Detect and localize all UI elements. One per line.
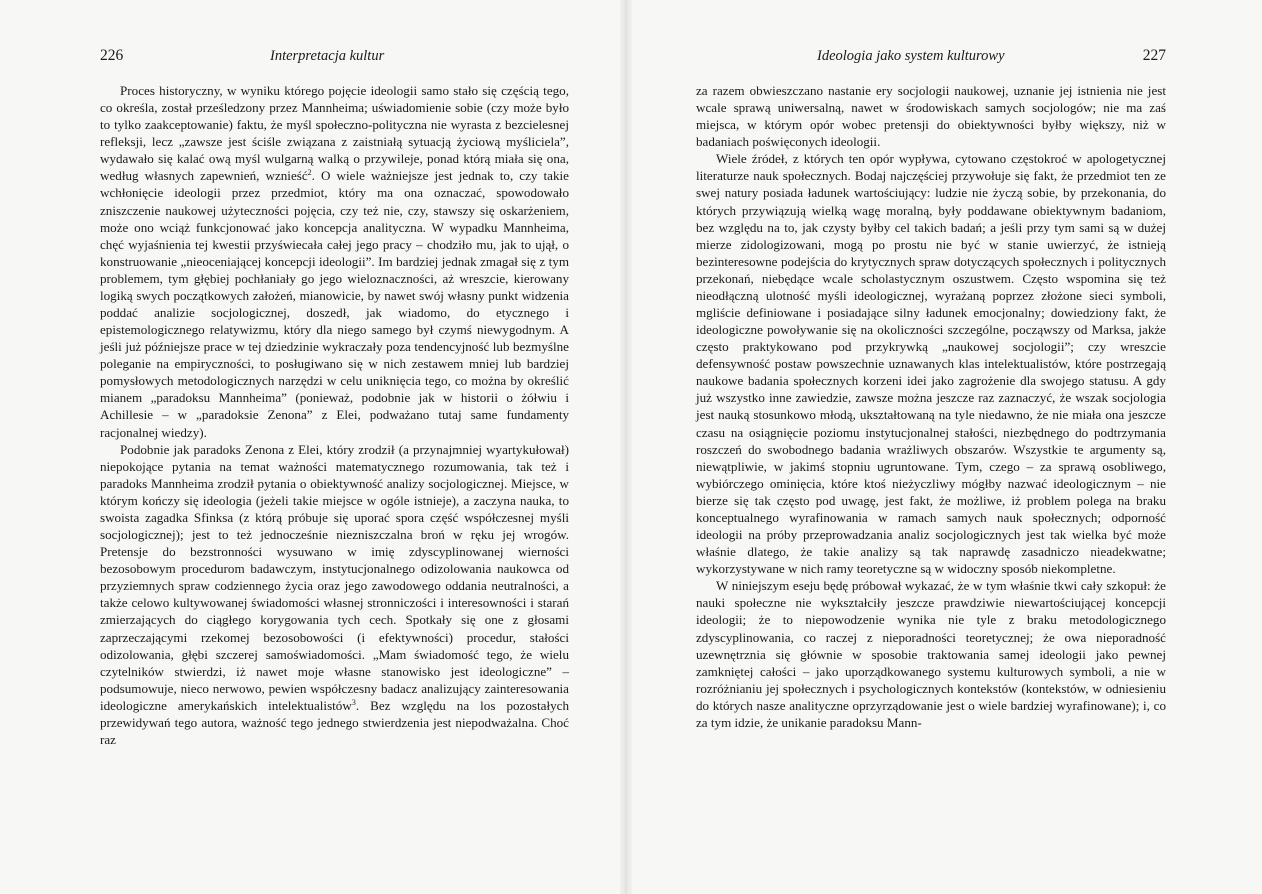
right-page-header: [696, 44, 1166, 68]
paragraph: za razem obwieszczano nastanie ery socjologii naukowej, uznanie jej istnienia nie jest wcale sprawą uniwersalną, nawet w środowiskach samych socjologów; nie ma zaś miejsca, w którym opór wobec pretensji do obiektywności byłby większy, niż w badaniach poświęconych ideologii.: [696, 83, 1166, 150]
page-number: 226: [100, 47, 124, 64]
paragraph: W niniejszym eseju będę próbował wykazać, że w tym właśnie tkwi cały szkopuł: że nauki społeczne nie wykształciły jeszcze prawdziwie niewartościującej koncepcji ideologii; że to niepowodzenie wynika nie tyle z braku metodologicznego zdyscyplinowania, co raczej z nieporadności teoretycznej; że owa nieporadność uzewnętrznia się głównie w sposobie traktowania samej ideologii jako pewnej zamkniętej całości – jako uporządkowanego systemu kulturowych symboli, a nie w rozróżnianiu jej społecznych i psychologicznych kontekstów (kontekstów, w odniesieniu do których nasze analityczne oprzyrządowanie jest o wiele bardziej wyrafinowane); i, co za tym idzie, że unikanie paradoksu Mann-: [696, 578, 1166, 730]
left-page-body: [100, 82, 569, 748]
footnote-mark: 3: [351, 697, 356, 707]
right-page: [632, 0, 1262, 894]
paragraph: Podobnie jak paradoks Zenona z Elei, który zrodził (a przynajmniej wyartykułował) niepokojące pytania na temat ważności matematycznego rozumowania, tak też i paradoks Mannheima zrodził pytania o obiektywność analizy socjologicznej. Miejsce, w którym kończy się ideologia (jeżeli takie miejsce w ogóle istnieje), a zaczyna nauka, to swoista zagadka Sfinksa (z którą próbuje się uporać spora część współczesnej myśli socjologicznej); jest to też jednocześnie niezniszczalna broń w ręku jej wrogów. Pretensje do bezstronności wysuwano w imię zdyscyplinowanej wierności bezosobowym procedurom badawczym, instytucjonalnego odizolowania naukowca od przyziemnych spraw codziennego życia oraz jego zawodowego oddania neutralności, a także celowo kultywowanej świadomości własnej stronniczości i interesowności i starań zmierzających do ciągłego korygowania tych cech. Spotkały się one z głosami zaprzeczającymi rzekomej bezosobowości (i efektywności) procedur, stałości odizolowania, głębi szczerej samoświadomości. „Mam świadomość tego, że wielu czytelników stwierdzi, iż nawet moje własne stanowisko jest ideologiczne” – podsumowuje, nieco nerwowo, pewien współczesny badacz analizujący zainteresowania ideologiczne amerykańskich intelektualistów$^3$. Bez względu na los pozostałych przewidywań tego autora, ważność tego jednego stwierdzenia jest niepodważalna. Choć raz: [100, 441, 569, 747]
paragraph: Proces historyczny, w wyniku którego pojęcie ideologii samo stało się częścią tego, co określa, został prześledzony przez Mannheima; uświadomienie sobie (czy może było to tylko zaakceptowanie) faktu, że myśl społeczno-polityczna nie wyrasta z bezcielesnej refleksji, lecz „zawsze jest ściśle związana z zaistniałą sytuacją życiową myśliciela”, wydawało się kalać ową myśl wulgarną walką o przywileje, ponad którą miała się ona, według własnych zapewnień, wznieść$^2$. O wiele ważniejsze jest jednak to, czy takie wchłonięcie ideologii przez przedmiot, który ma ona oznaczać, spowodowało zniszczenie naukowej użyteczności pojęcia, czy też nie, czy, stawszy się oskarżeniem, może ono wciąż funkcjonować jako koncepcja analityczna. W wypadku Mannheima, chęć wyjaśnienia tej kwestii przyświecała całej jego pracy – chodziło mu, jak to ujął, o konstruowanie „nieoceniającej koncepcji ideologii”. Im bardziej jednak zmagał się z tym problemem, tym głębiej pochłaniały go jego wieloznaczności, aż wreszcie, kierowany logiką swych początkowych założeń, mianowicie, by nawet swój własny punkt widzenia poddać analizie socjologicznej, doszedł, jak wiadomo, do etycznego i epistemologicznego relatywizmu, który dla niego samego był czymś niewygodnym. A jeśli już późniejsze prace w tej dziedzinie wykraczały poza tendencyjność lub bezmyślne poleganie na empiryczności, to posługiwano się w nich zestawem mniej lub bardziej pomysłowych metodologicznych narzędzi w celu uniknięcia tego, co można by określić mianem „paradoksu Mannheima” (ponieważ, podobnie jak w historii o żółwiu i Achillesie – w „paradoksie Zenona” z Elei, podważano tutaj same fundamenty racjonalnej wiedzy).: [100, 83, 569, 440]
footnote-mark: 2: [307, 168, 312, 178]
book-gutter: [620, 0, 632, 894]
left-page: [0, 0, 620, 894]
left-page-header: [100, 44, 570, 68]
running-title: Ideologia jako system kulturowy: [817, 48, 1005, 64]
right-page-body: [696, 82, 1166, 731]
page-number: 227: [1142, 47, 1166, 64]
paragraph: Wiele źródeł, z których ten opór wypływa, cytowano częstokroć w apologetycznej literaturze nauk społecznych. Bodaj najczęściej przywołuje się fakt, że przedmiot ten ze swej natury posiada ładunek wartościujący: ludzie nie życzą sobie, by przekonania, do których przywiązują wielką wagę moralną, były poddawane obiektywnym badaniom, bez względu na to, jak czysty byłby cel takich badań; a jeśli przy tym sami są w dużej mierze zidologizowani, mogą po prostu nie być w stanie uwierzyć, że istnieją bezinteresowne podejścia do krytycznych spraw dotyczących społecznych i politycznych przekonań, niebędące wcale scholastycznym oszustwem. Często wspomina się też nieodłączną ulotność myśli ideologicznej, wyrażaną poprzez złożone sieci symboli, mgliście definiowane i posiadające silny ładunek emocjonalny; dowiedziony fakt, że ideologiczne powoływanie się na okoliczności szczególne, począwszy od Marksa, jakże często praktykowano pod przykrywką „naukowej socjologii”; czy wreszcie defensywność postaw powszechnie uznawanych klas intelektualistów, które postrzegają naukowe badania społecznych korzeni idei jako zagrożenie dla swojego statusu. A gdy już wszystko inne zawiedzie, zawsze można jeszcze raz zaznaczyć, że wszak socjologia jest nauką stosunkowo młodą, ukształtowaną na tyle niedawno, że nie miała ona jeszcze czasu na osiągnięcie poziomu instytucjonalnej stałości, niezbędnego do podtrzymania roszczeń do swobodnego badania wrażliwych obszarów. Wszystkie te argumenty są, niewątpliwie, w jakimś stopniu ugruntowane. Tym, czego – za sprawą osobliwego, wybiórczego ominięcia, które ktoś nieżyczliwy mógłby nazwać ideologicznym – nie bierze się tak często pod uwagę, jest fakt, że możliwe, iż problem polega na braku konceptualnego wyrafinowania w ramach samych nauk społecznych; odporność ideologii na próby przeprowadzania analiz socjologicznych jest tak wielka być może właśnie dlatego, że takie analizy są tak naprawdę zasadniczo nieadekwatne; wykorzystywane w nich ramy teoretyczne są w widoczny sposób niekompletne.: [696, 151, 1166, 577]
running-title: Interpretacja kultur: [270, 48, 385, 64]
